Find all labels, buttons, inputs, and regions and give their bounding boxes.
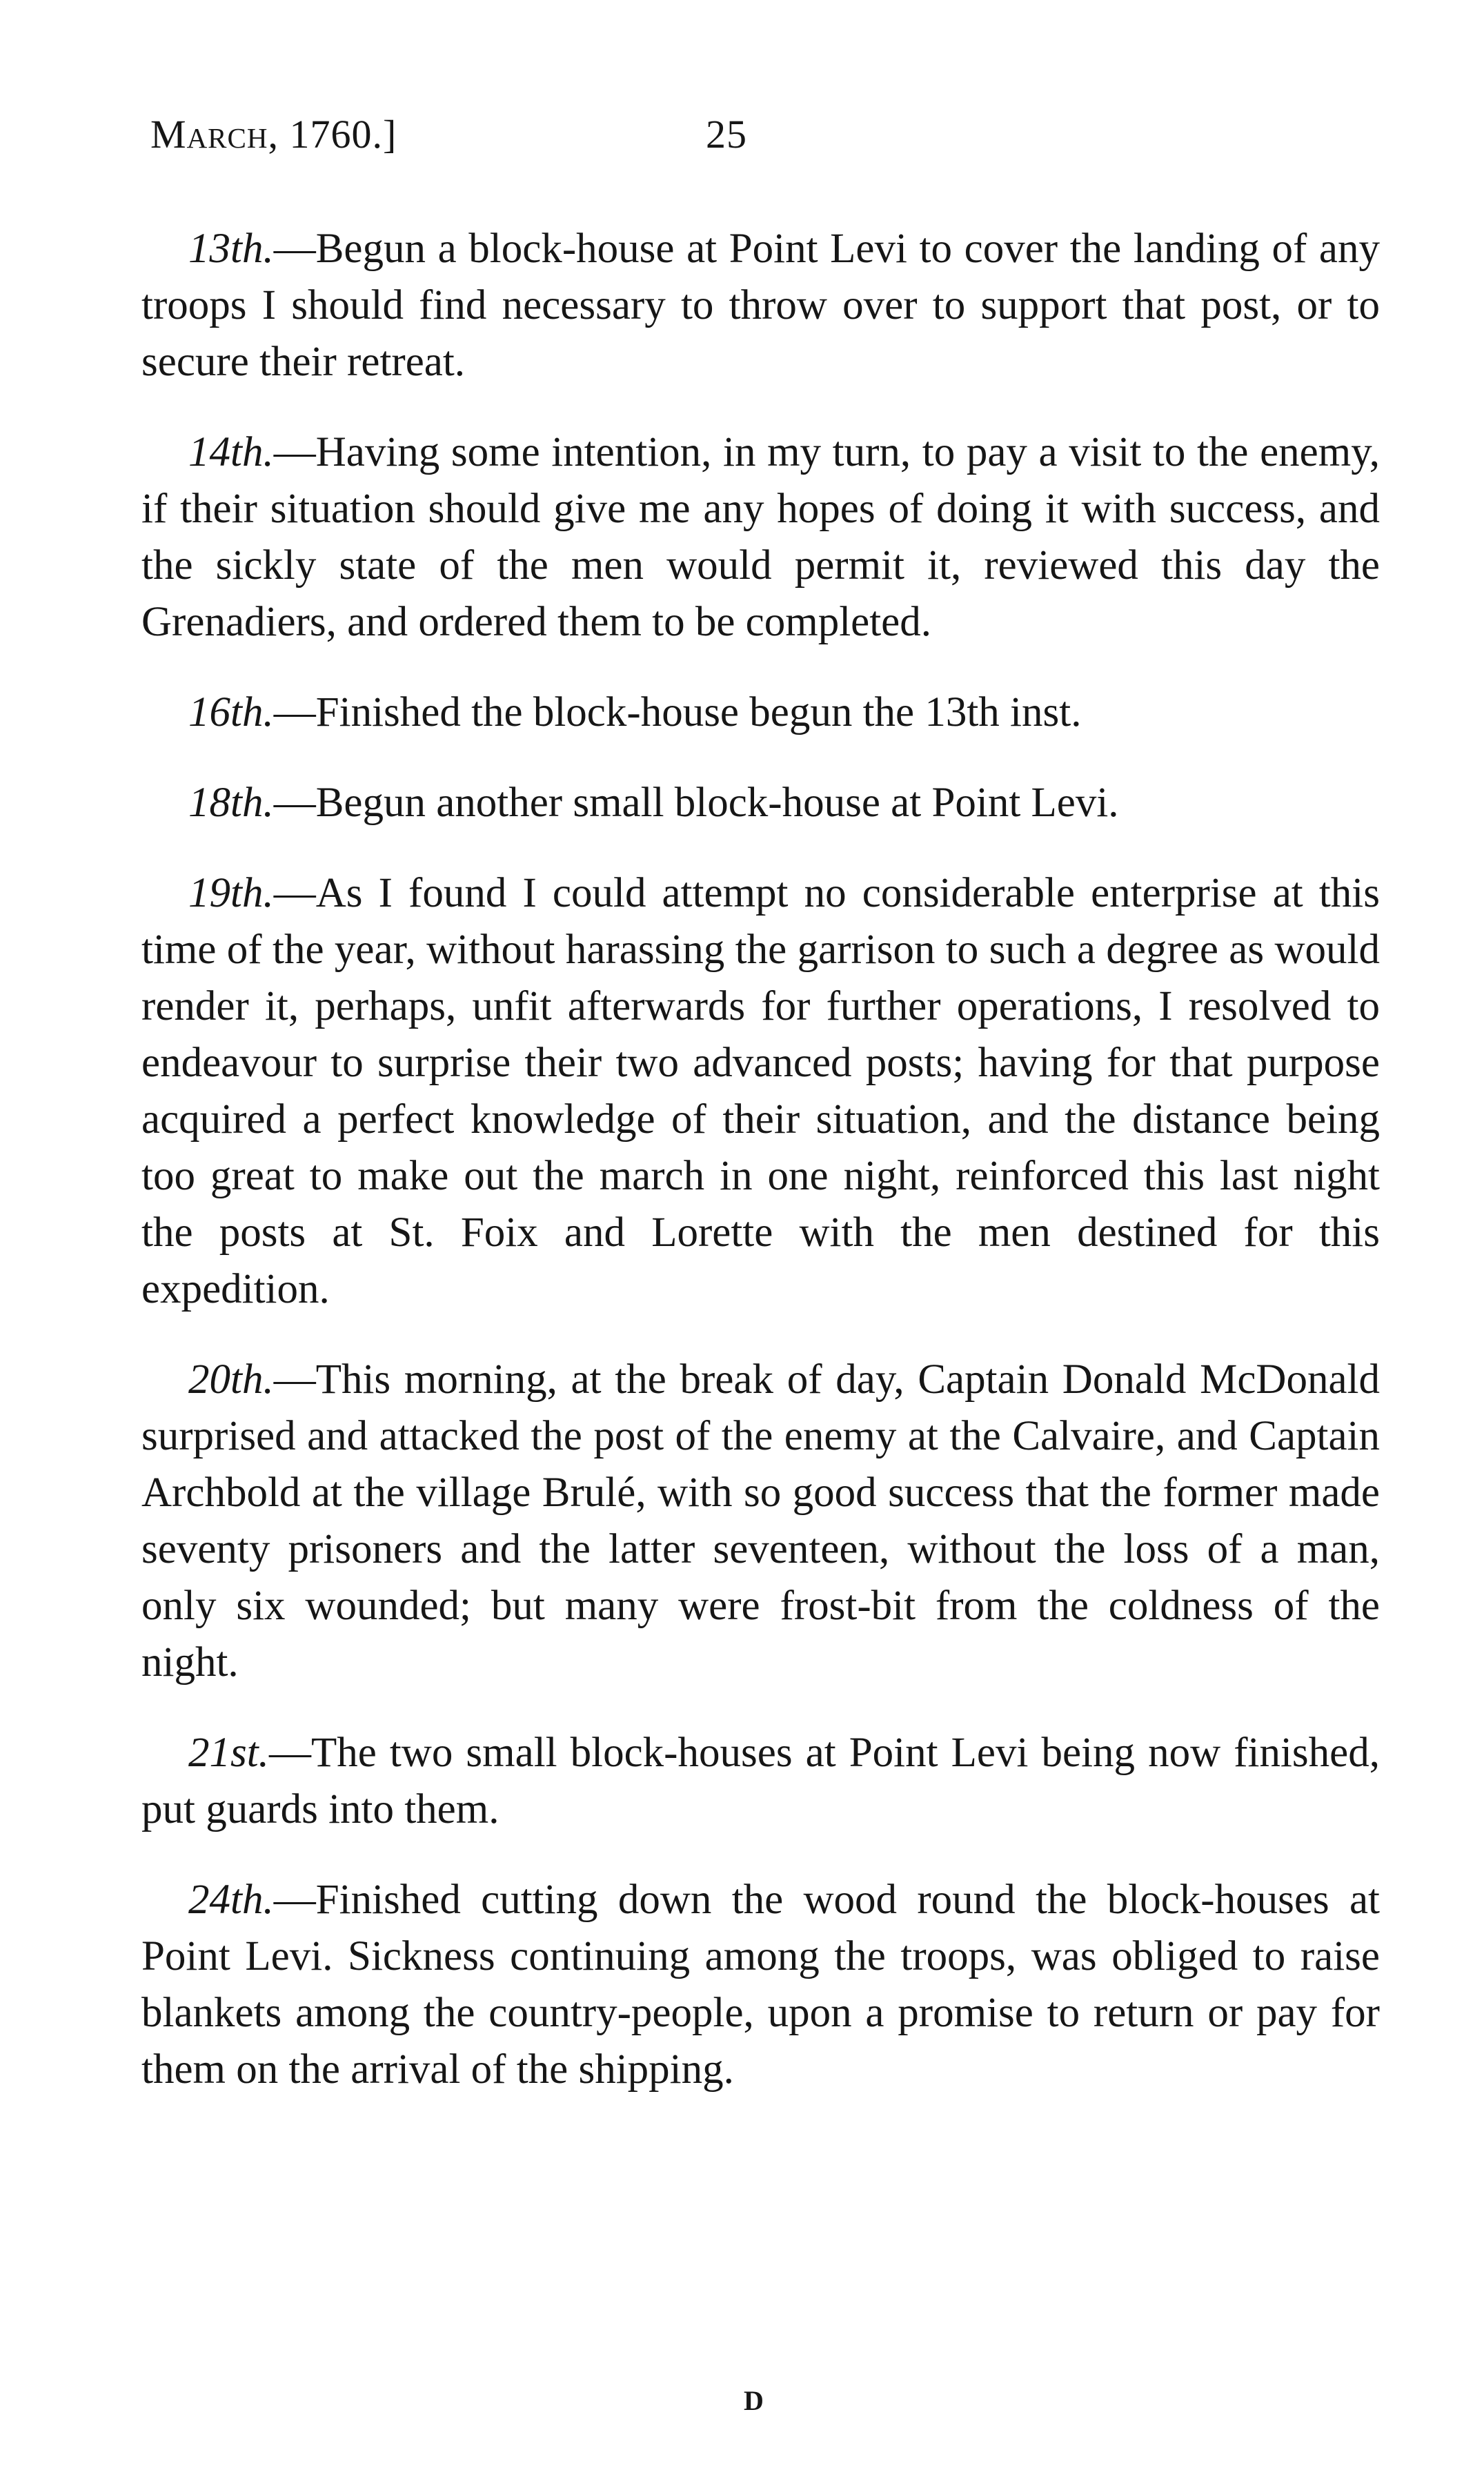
page-header bbox=[150, 110, 1392, 159]
journal-entry-18th bbox=[141, 775, 1380, 831]
entry-date: 13th. bbox=[188, 226, 274, 272]
journal-entry-24th bbox=[141, 1872, 1380, 2098]
signature-mark: D bbox=[744, 2385, 764, 2416]
entry-text: —Begun another small block-house at Point Levi. bbox=[273, 780, 1119, 826]
page-number: 25 bbox=[706, 112, 747, 157]
entry-date: 14th. bbox=[188, 429, 274, 475]
journal-entry-14th bbox=[141, 424, 1380, 651]
entry-date: 16th. bbox=[188, 689, 274, 735]
journal-entry-21st bbox=[141, 1725, 1380, 1838]
entry-text: —Having some intention, in my turn, to pay a visit to the enemy, if their situation should give me any hopes of doing it with success, and the sickly state of the men would permit it, reviewed this day the Grenadiers, and ordered them to be completed. bbox=[141, 429, 1380, 645]
entry-date: 19th. bbox=[188, 870, 274, 916]
running-head: March, 1760.] bbox=[150, 112, 397, 157]
journal-entry-16th bbox=[141, 684, 1380, 741]
entry-date: 24th. bbox=[188, 1877, 274, 1923]
entry-text: —This morning, at the break of day, Captain Donald McDonald surprised and attacked the post of the enemy at the Calvaire, and Captain Archbold at the village Brulé, with so good success that the former made seventy prisoners and the latter seventeen, without the loss of a man, only six wounded; but many were frost-bit from the coldness of the night. bbox=[141, 1356, 1380, 1686]
entry-date: 18th. bbox=[188, 780, 274, 826]
journal-entry-20th bbox=[141, 1352, 1380, 1691]
entry-date: 20th. bbox=[188, 1356, 274, 1403]
journal-entry-19th bbox=[141, 865, 1380, 1318]
entry-text: —The two small block-houses at Point Levi being now finished, put guards into them. bbox=[141, 1730, 1380, 1832]
entry-text: —Finished cutting down the wood round the block-houses at Point Levi. Sickness continuing among the troops, was obliged to raise blankets among the country-people, upon a promise to return or pay for them on the arrival of the shipping. bbox=[141, 1877, 1380, 2093]
entry-text: —Finished the block-house begun the 13th inst. bbox=[273, 689, 1082, 735]
journal-entry-13th bbox=[141, 221, 1380, 391]
entry-text: —Begun a block-house at Point Levi to cover the landing of any troops I should find necessary to throw over to support that post, or to secure their retreat. bbox=[141, 226, 1380, 385]
entry-date: 21st. bbox=[188, 1730, 269, 1776]
entry-text: —As I found I could attempt no considerable enterprise at this time of the year, without harassing the garrison to such a degree as would render it, perhaps, unfit afterwards for further operations, I resolved to endeavour to surprise their two advanced posts; having for that purpose acquired a perfect knowledge of their situation, and the distance being too great to make out the march in one night, reinforced this last night the posts at St. Foix and Lorette with the men destined for this expedition. bbox=[141, 870, 1380, 1312]
journal-text bbox=[141, 221, 1380, 2132]
